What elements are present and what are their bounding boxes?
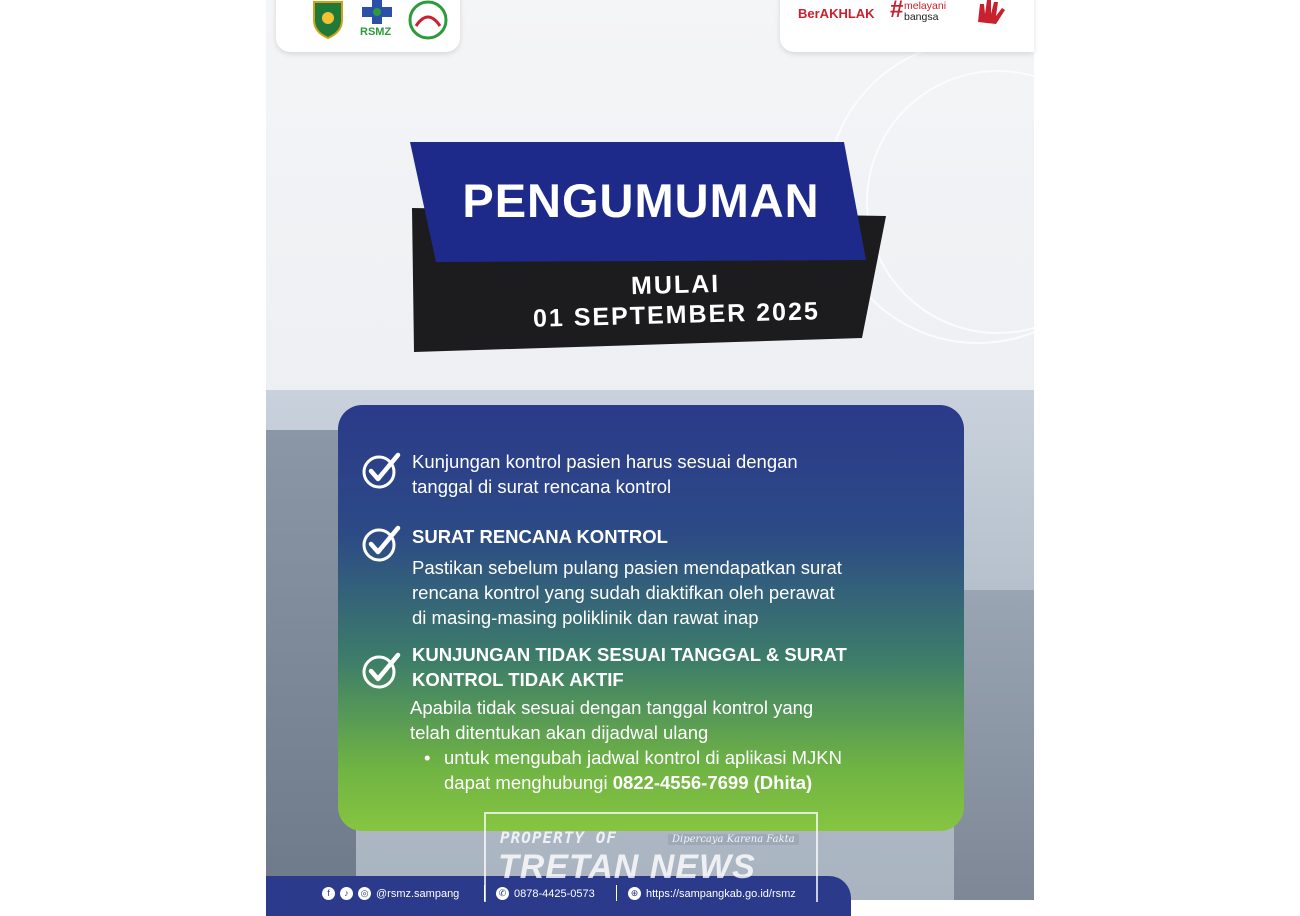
facebook-icon: f [322,887,335,900]
header-logo-card-right [780,0,1034,52]
announcement-date [435,264,916,337]
info-text-line: tanggal di surat rencana kontrol [412,476,672,497]
hand-stop-icon [970,0,1010,26]
info-heading: KUNJUNGAN TIDAK SESUAI TANGGAL & SURAT [412,644,847,665]
footer-social [322,887,459,900]
bangga-melayani-bangsa-logo [904,0,946,23]
footer-phone-number: 0878-4425-0573 [514,887,595,900]
program-logo [406,0,450,42]
info-text-line: Pastikan sebelum pulang pasien mendapatkan surat [412,557,842,578]
info-bullet-line [444,770,930,795]
rsmz-logo-text: RSMZ [360,26,392,38]
checkmark-circle-icon [360,649,402,691]
info-heading: SURAT RENCANA KONTROL [412,526,668,547]
info-text-line: telah ditentukan akan dijadwal ulang [410,722,709,743]
checkmark-circle-icon [360,449,402,491]
footer-social-handle: @rsmz.sampang [376,887,460,900]
contact-phone: 0822-4556-7699 (Dhita) [612,772,813,793]
instagram-icon: ◎ [358,887,371,900]
watermark-top-text: PROPERTY OF [500,828,617,847]
berakhlak-logo: BerAKHLAK [798,6,875,21]
info-text-line: Apabila tidak sesuai dengan tanggal kontrol yang [410,697,814,718]
hashtag-icon: # [890,0,904,23]
contact-prefix: dapat menghubungi [444,772,613,793]
globe-icon: ⊕ [628,887,641,900]
watermark [484,812,818,902]
info-bullet-line: • untuk mengubah jadwal kontrol di aplikasi MJKN [444,747,842,768]
watermark-brand: TRETAN NEWS [498,848,756,886]
info-bullet [410,745,930,795]
checkmark-circle-icon [360,522,402,564]
watermark-tagline: Dipercaya Karena Fakta [668,834,799,845]
bangsa-line: bangsa [904,11,939,23]
info-card [338,405,964,831]
header-logo-card-left [276,0,460,52]
footer-website-url: https://sampangkab.go.id/rsmz [646,887,796,900]
announcement-poster [266,0,1034,900]
melayani-line: melayani [904,0,947,12]
background-building-right [954,590,1034,900]
info-text-line: di masing-masing poliklinik dan rawat inap [412,607,759,628]
date-value: 01 SEPTEMBER 2025 [532,297,821,333]
info-heading: KONTROL TIDAK AKTIF [412,669,624,690]
info-text-line: rencana kontrol yang sudah diaktifkan oleh perawat [412,582,835,603]
date-label: MULAI [630,269,721,301]
whatsapp-icon: ✆ [496,887,509,900]
rsmz-logo [360,0,394,26]
info-text-line: Kunjungan kontrol pasien harus sesuai dengan [412,451,798,472]
kabupaten-sampang-logo [308,0,348,40]
tiktok-icon: ♪ [340,887,353,900]
announcement-title: PENGUMUMAN [462,174,820,227]
